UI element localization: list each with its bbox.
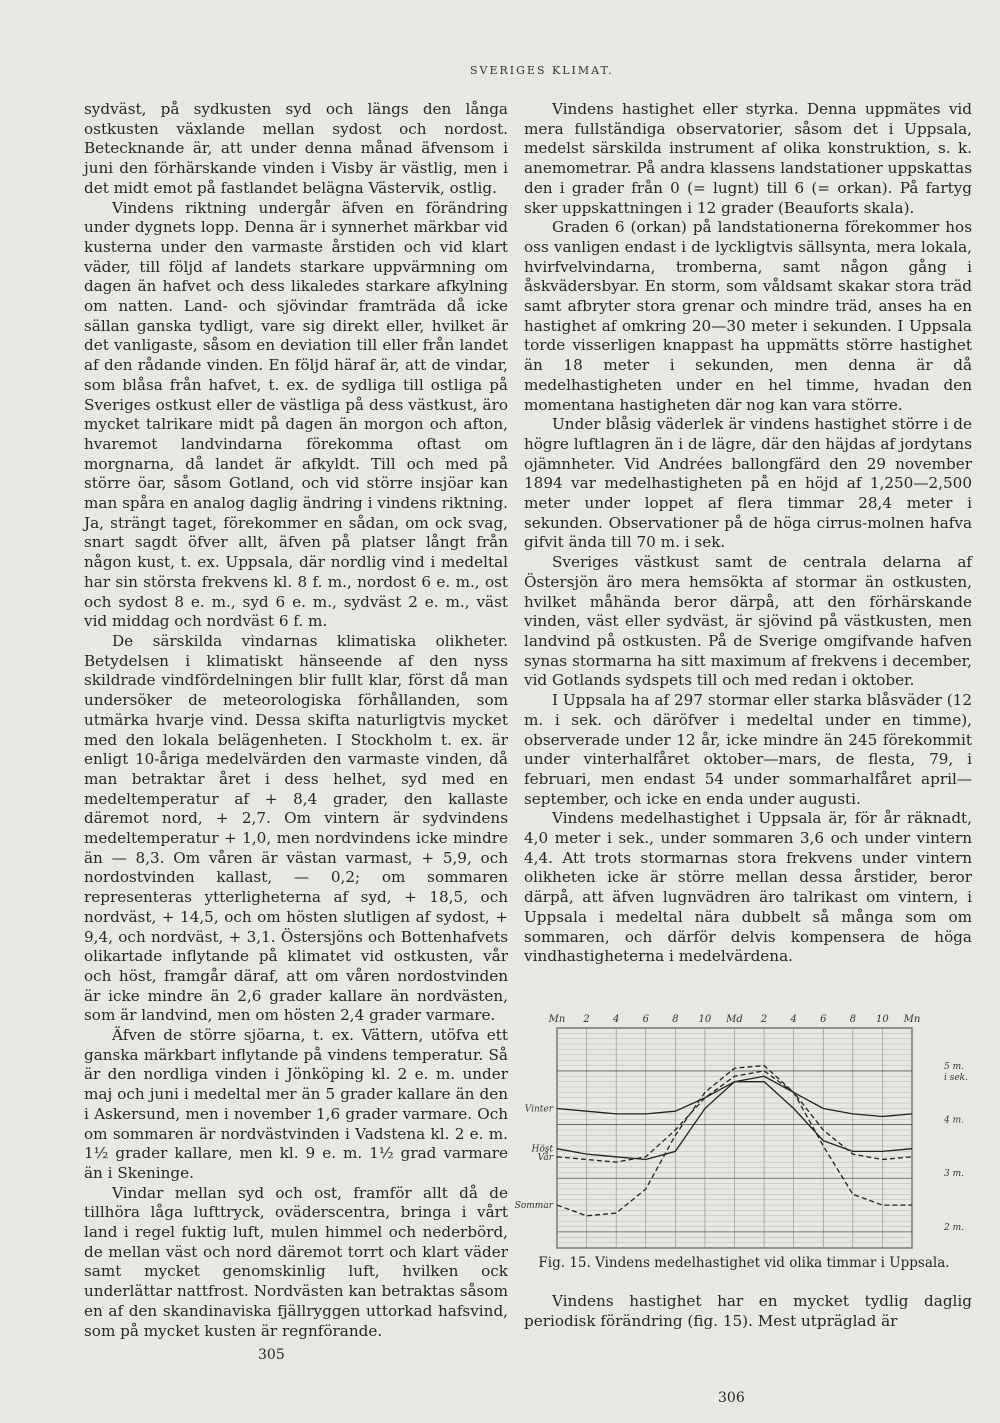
- page-number-right: 306: [718, 1390, 745, 1406]
- x-tick-label: Md: [726, 1014, 743, 1025]
- after-figure-text: [524, 1292, 972, 1331]
- page-number-left: 305: [258, 1347, 285, 1363]
- wind-speed-chart: [512, 1008, 968, 1258]
- series-label: Vår: [537, 1152, 553, 1163]
- x-tick-label: 2: [760, 1014, 768, 1025]
- x-tick-label: 10: [876, 1014, 889, 1025]
- paragraph: sydväst, på sydkusten syd och längs den långa ostkusten växlande mellan sydost och nordost. Betecknande är, att under denna månad äfvensom i juni den förhärskande vinden i Visby är västlig, men i det midt emot på fastlandet belägna Västervik, ostlig.: [84, 100, 508, 197]
- paragraph: De särskilda vindarnas klimatiska olikheter. Betydelsen i klimatiskt hänseende af den nyss skildrade vindfördelningen blir fullt klar, först då man undersöker de meteorologiska förhållanden, som utmärka hvarje vind. Dessa skifta naturligtvis mycket med den lokala belägenheten. I Stockholm t. ex. är enligt 10-åriga medelvärden den varmaste vinden, då man betraktar året i dess helhet, syd med en medeltemperatur af + 8,4 grader, den kallaste däremot nord, + 2,7. Om vintern är sydvindens medeltemperatur + 1,0, men nordvindens icke mindre än — 8,3. Om våren är västan varmast, + 5,9, och nordostvinden kallast, — 0,2; om sommaren representeras ytterligheterna af syd, + 18,5, och nordväst, + 14,5, och om hösten slutligen af sydost, + 9,4, och nordväst, + 3,1. Östersjöns och Bottenhafvets olikartade inflytande på klimatet vid ostkusten, vår och höst, framgår däraf, att om våren nordostvinden är icke mindre än 2,6 grader kallare än nordvästen, som är landvind, men om hösten 2,4 grader varmare.: [84, 631, 508, 1025]
- x-tick-label: 2: [583, 1014, 590, 1025]
- x-tick-label: Mn: [548, 1014, 566, 1025]
- x-tick-label: 10: [698, 1014, 712, 1025]
- x-tick-label: 8: [672, 1014, 679, 1025]
- x-tick-label: 4: [612, 1014, 620, 1025]
- left-column: [84, 100, 508, 1341]
- paragraph: Sveriges västkust samt de centrala delarna af Östersjön äro mera hemsökta af stormar än ostkusten, hvilket måhända beror därpå, att den förhärskande vinden, väst eller sydväst, är sjövind på västkusten, men landvind på ostkusten. På de Sverige omgifvande hafven synas stormarna ha sitt maximum af frekvens i december, vid Gotlands sydspets till och med redan i oktober.: [524, 553, 972, 690]
- paragraph: Under blåsig väderlek är vindens hastighet större i de högre luftlagren än i de lägre, där den häjdas af jordytans ojämnheter. Vid Andrées ballongfärd den 29 november 1894 var medelhastigheten på en höjd af 1,250—2,500 meter under loppet af flera timmar 28,4 meter i sekunden. Observationer på de höga cirrus-molnen hafva gifvit ända till 70 m. i sek.: [524, 415, 972, 552]
- series-label: Vinter: [524, 1104, 553, 1115]
- running-title: SVERIGES KLIMAT.: [470, 64, 614, 77]
- x-tick-label: 4: [790, 1014, 797, 1025]
- y-tick-label: 2 m.: [944, 1222, 964, 1233]
- x-tick-label: 6: [820, 1014, 827, 1025]
- paragraph: Vindens hastighet eller styrka. Denna uppmätes vid mera fullständiga observatorier, såsom det i Uppsala, medelst särskilda instrument af olika konstruktion, s. k. anemometrar. På andra klassens landstationer uppskattas den i grader från 0 (= lugnt) till 6 (= orkan). På fartyg sker uppskattningen i 12 grader (Beauforts skala).: [524, 100, 972, 217]
- y-tick-label: 4 m.: [944, 1115, 964, 1126]
- series-label: Höst: [531, 1144, 553, 1155]
- y-tick-label: 3 m.: [944, 1169, 964, 1180]
- paragraph: Vindens hastighet har en mycket tydlig daglig periodisk förändring (fig. 15). Mest utpräglad är: [524, 1292, 972, 1330]
- paragraph: Vindens medelhastighet i Uppsala är, för år räknadt, 4,0 meter i sek., under sommaren 3,6 och under vintern 4,4. Att trots stormarnas stora frekvens under vintern olikheten icke är större mellan dessa årstider, beror därpå, att äfven lugnvädren äro talrikast om vintern, i Uppsala i medeltal nära dubbelt så många som om sommaren, och därför delvis kompensera de höga vindhastigheterna i medelvärdena.: [524, 809, 972, 966]
- x-tick-label: Mn: [903, 1014, 921, 1025]
- x-tick-label: 6: [642, 1014, 649, 1025]
- chart-svg: [512, 1008, 968, 1258]
- figure-caption: Fig. 15. Vindens medelhastighet vid olika timmar i Uppsala.: [538, 1255, 950, 1271]
- paragraph: Vindar mellan syd och ost, framför allt då de tillhöra låga lufttryck, oväderscentra, bringa i vårt land i regel fuktig luft, mulen himmel och nederbörd, de mellan väst och nord däremot torrt och klart väder samt mycket genomskinlig luft, hvilken ock underlättar nattfrost. Nordvästen kan betraktas såsom en af den skandinaviska fjällryggen uttorkad hafsvind, som på mycket kusten är regnförande.: [84, 1183, 508, 1340]
- y-tick-label: i sek.: [944, 1072, 968, 1083]
- paragraph: Graden 6 (orkan) på landstationerna förekommer hos oss vanligen endast i de lyckligtvis sällsynta, mera lokala, hvirfvelvindarna, tromberna, samt någon gång i åskvädersbyar. En storm, som våldsamt skakar stora träd samt afbryter stora grenar och mindre träd, anses ha en hastighet af omkring 20—30 meter i sekunden. I Uppsala torde visserligen knappast ha uppmätts större hastighet än 18 meter i sekunden, men denna är då medelhastigheten under en hel timme, hvadan den momentana hastigheten där nog kan vara större.: [524, 218, 972, 414]
- right-column: [524, 100, 972, 967]
- paragraph: Vindens riktning undergår äfven en förändring under dygnets lopp. Denna är i synnerhet märkbar vid kusterna under den varmaste årstiden och vid klart väder, till följd af landets starkare uppvärmning om dagen än hafvet och dess likaledes starkare afkylning om natten. Land- och sjövindar framträda då icke sällan ganska tydligt, vare sig direkt eller, hvilket är det vanligaste, såsom en deviation till eller från landet af den rådande vinden. En följd häraf är, att de vindar, som blåsa från hafvet, t. ex. de sydliga till ostliga på Sveriges ostkust eller de västliga på dess västkust, äro mycket talrikare midt på dagen än morgon och afton, hvaremot landvindarna förekomma oftast om morgnarna, då landet är afkyldt. Till och med på större öar, såsom Gotland, och vid större insjöar kan man spåra en analog daglig ändring i vindens riktning. Ja, strängt taget, förekommer en sådan, om ock svag, snart sagdt öfver allt, äfven på platser långt från någon kust, t. ex. Uppsala, där nordlig vind i medeltal har sin största frekvens kl. 8 f. m., nordost 6 e. m., ost och sydost 8 e. m., syd 6 e. m., sydväst 2 e. m., väst vid middag och nordväst 6 f. m.: [84, 198, 508, 631]
- x-tick-label: 8: [849, 1014, 857, 1025]
- y-tick-label: 5 m.: [944, 1061, 964, 1072]
- paragraph: Äfven de större sjöarna, t. ex. Vättern, utöfva ett ganska märkbart inflytande på vindens temperatur. Så är den nordliga vinden i Jönköping kl. 2 e. m. under maj och juni i medeltal mer än 5 grader kallare än den i Askersund, men i november 1,6 grader varmare. Och om sommaren är nordvästvinden i Vadstena kl. 2 e. m. 1½ grader kallare, men kl. 9 e. m. 1½ grad varmare än i Skeninge.: [84, 1026, 508, 1182]
- series-label: Sommar: [514, 1201, 553, 1212]
- paragraph: I Uppsala ha af 297 stormar eller starka blåsväder (12 m. i sek. och däröfver i medeltal under en timme), observerade under 12 år, icke mindre än 245 förekommit under vinterhalfåret oktober—mars, de flesta, 79, i februari, men endast 54 under sommarhalfåret april—september, och icke en enda under augusti.: [524, 691, 972, 808]
